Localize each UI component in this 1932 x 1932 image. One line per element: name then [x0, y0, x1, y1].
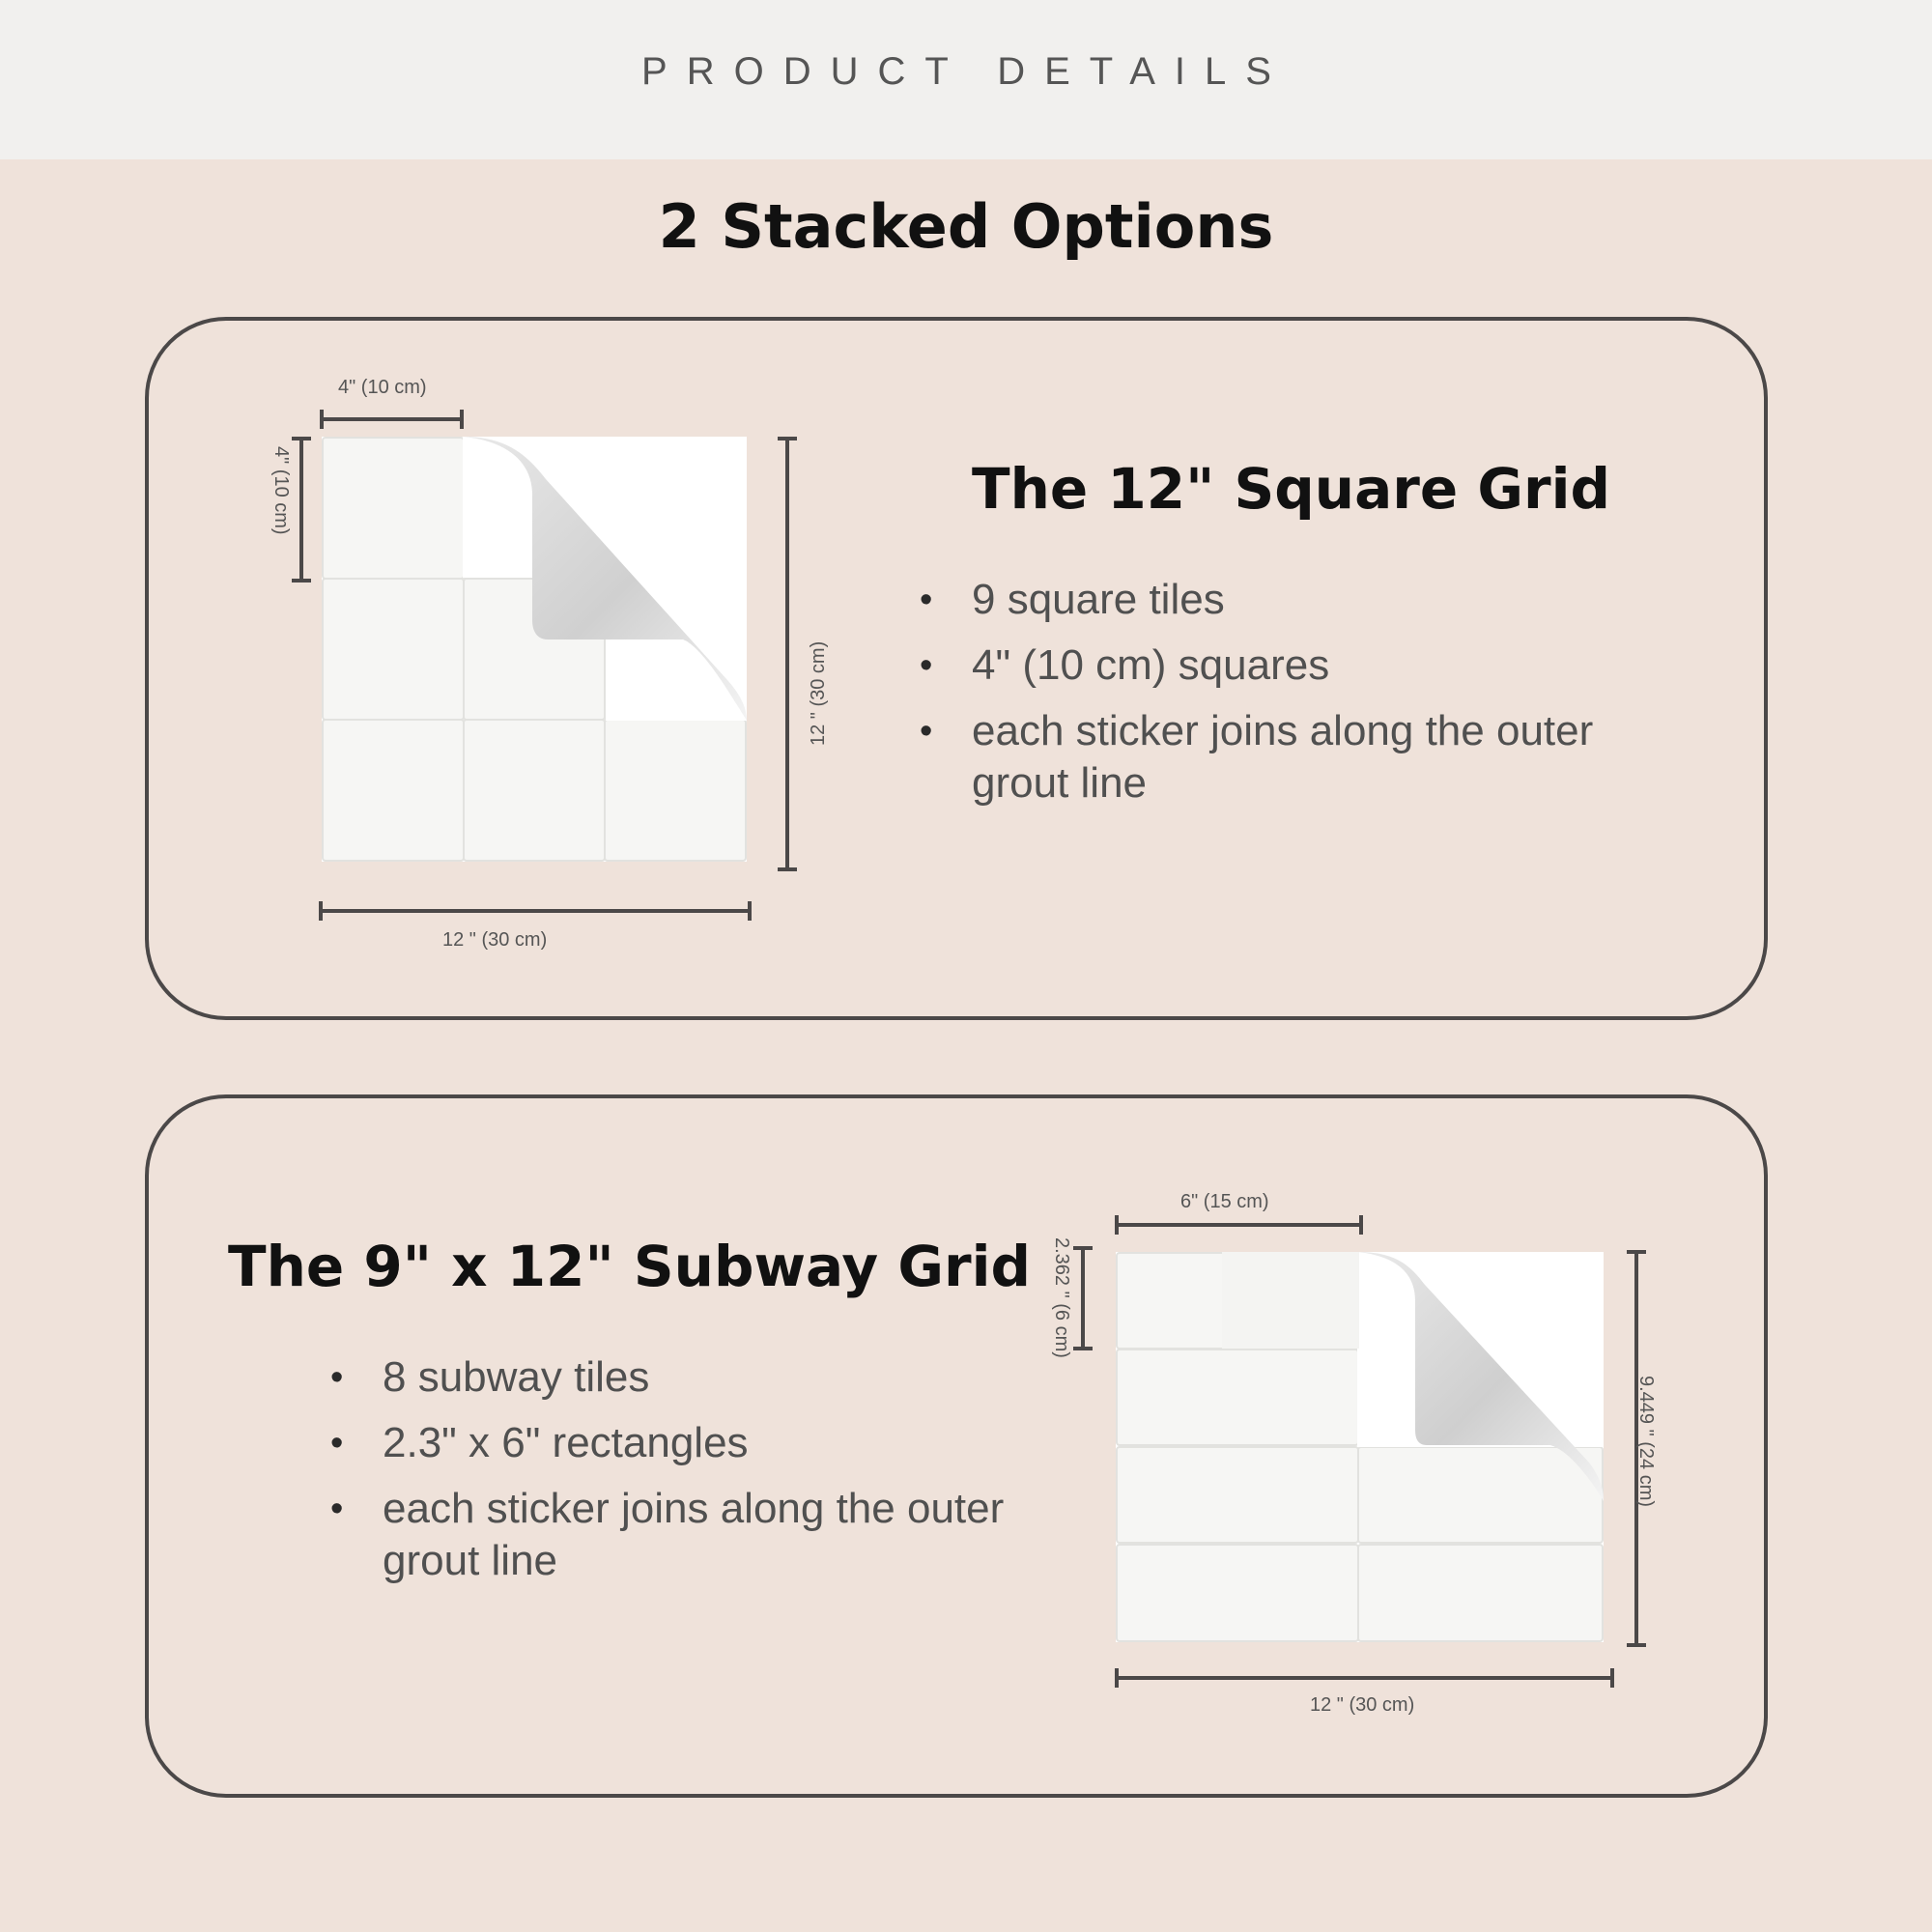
feature-item: • each sticker joins along the outer grout line [972, 705, 1667, 810]
dimension-label-width: 6" (15 cm) [1180, 1191, 1269, 1212]
feature-item: • each sticker joins along the outer grout line [383, 1483, 1078, 1587]
feature-item: • 8 subway tiles [383, 1351, 1078, 1404]
option-title: The 12" Square Grid [972, 456, 1610, 522]
dimension-label-height: 12 " (30 cm) [808, 640, 829, 746]
option-title: The 9" x 12" Subway Grid [228, 1234, 1032, 1299]
dimension-label-height: 2.362 " (6 cm) [1051, 1237, 1072, 1358]
header-title: PRODUCT DETAILS [641, 50, 1291, 93]
feature-item: • 2.3" x 6" rectangles [383, 1417, 1078, 1469]
dimension-label-width: 12 " (30 cm) [442, 929, 548, 951]
dimension-label-height: 4" (10 cm) [270, 446, 292, 535]
feature-item: • 4" (10 cm) squares [972, 639, 1667, 692]
feature-item: • 9 square tiles [972, 574, 1667, 626]
dimension-label-width: 12 " (30 cm) [1310, 1694, 1415, 1716]
dimension-label-width: 4" (10 cm) [338, 377, 427, 398]
dimension-label-height: 9.449 " (24 cm) [1635, 1376, 1657, 1508]
page-title: 2 Stacked Options [658, 191, 1274, 262]
